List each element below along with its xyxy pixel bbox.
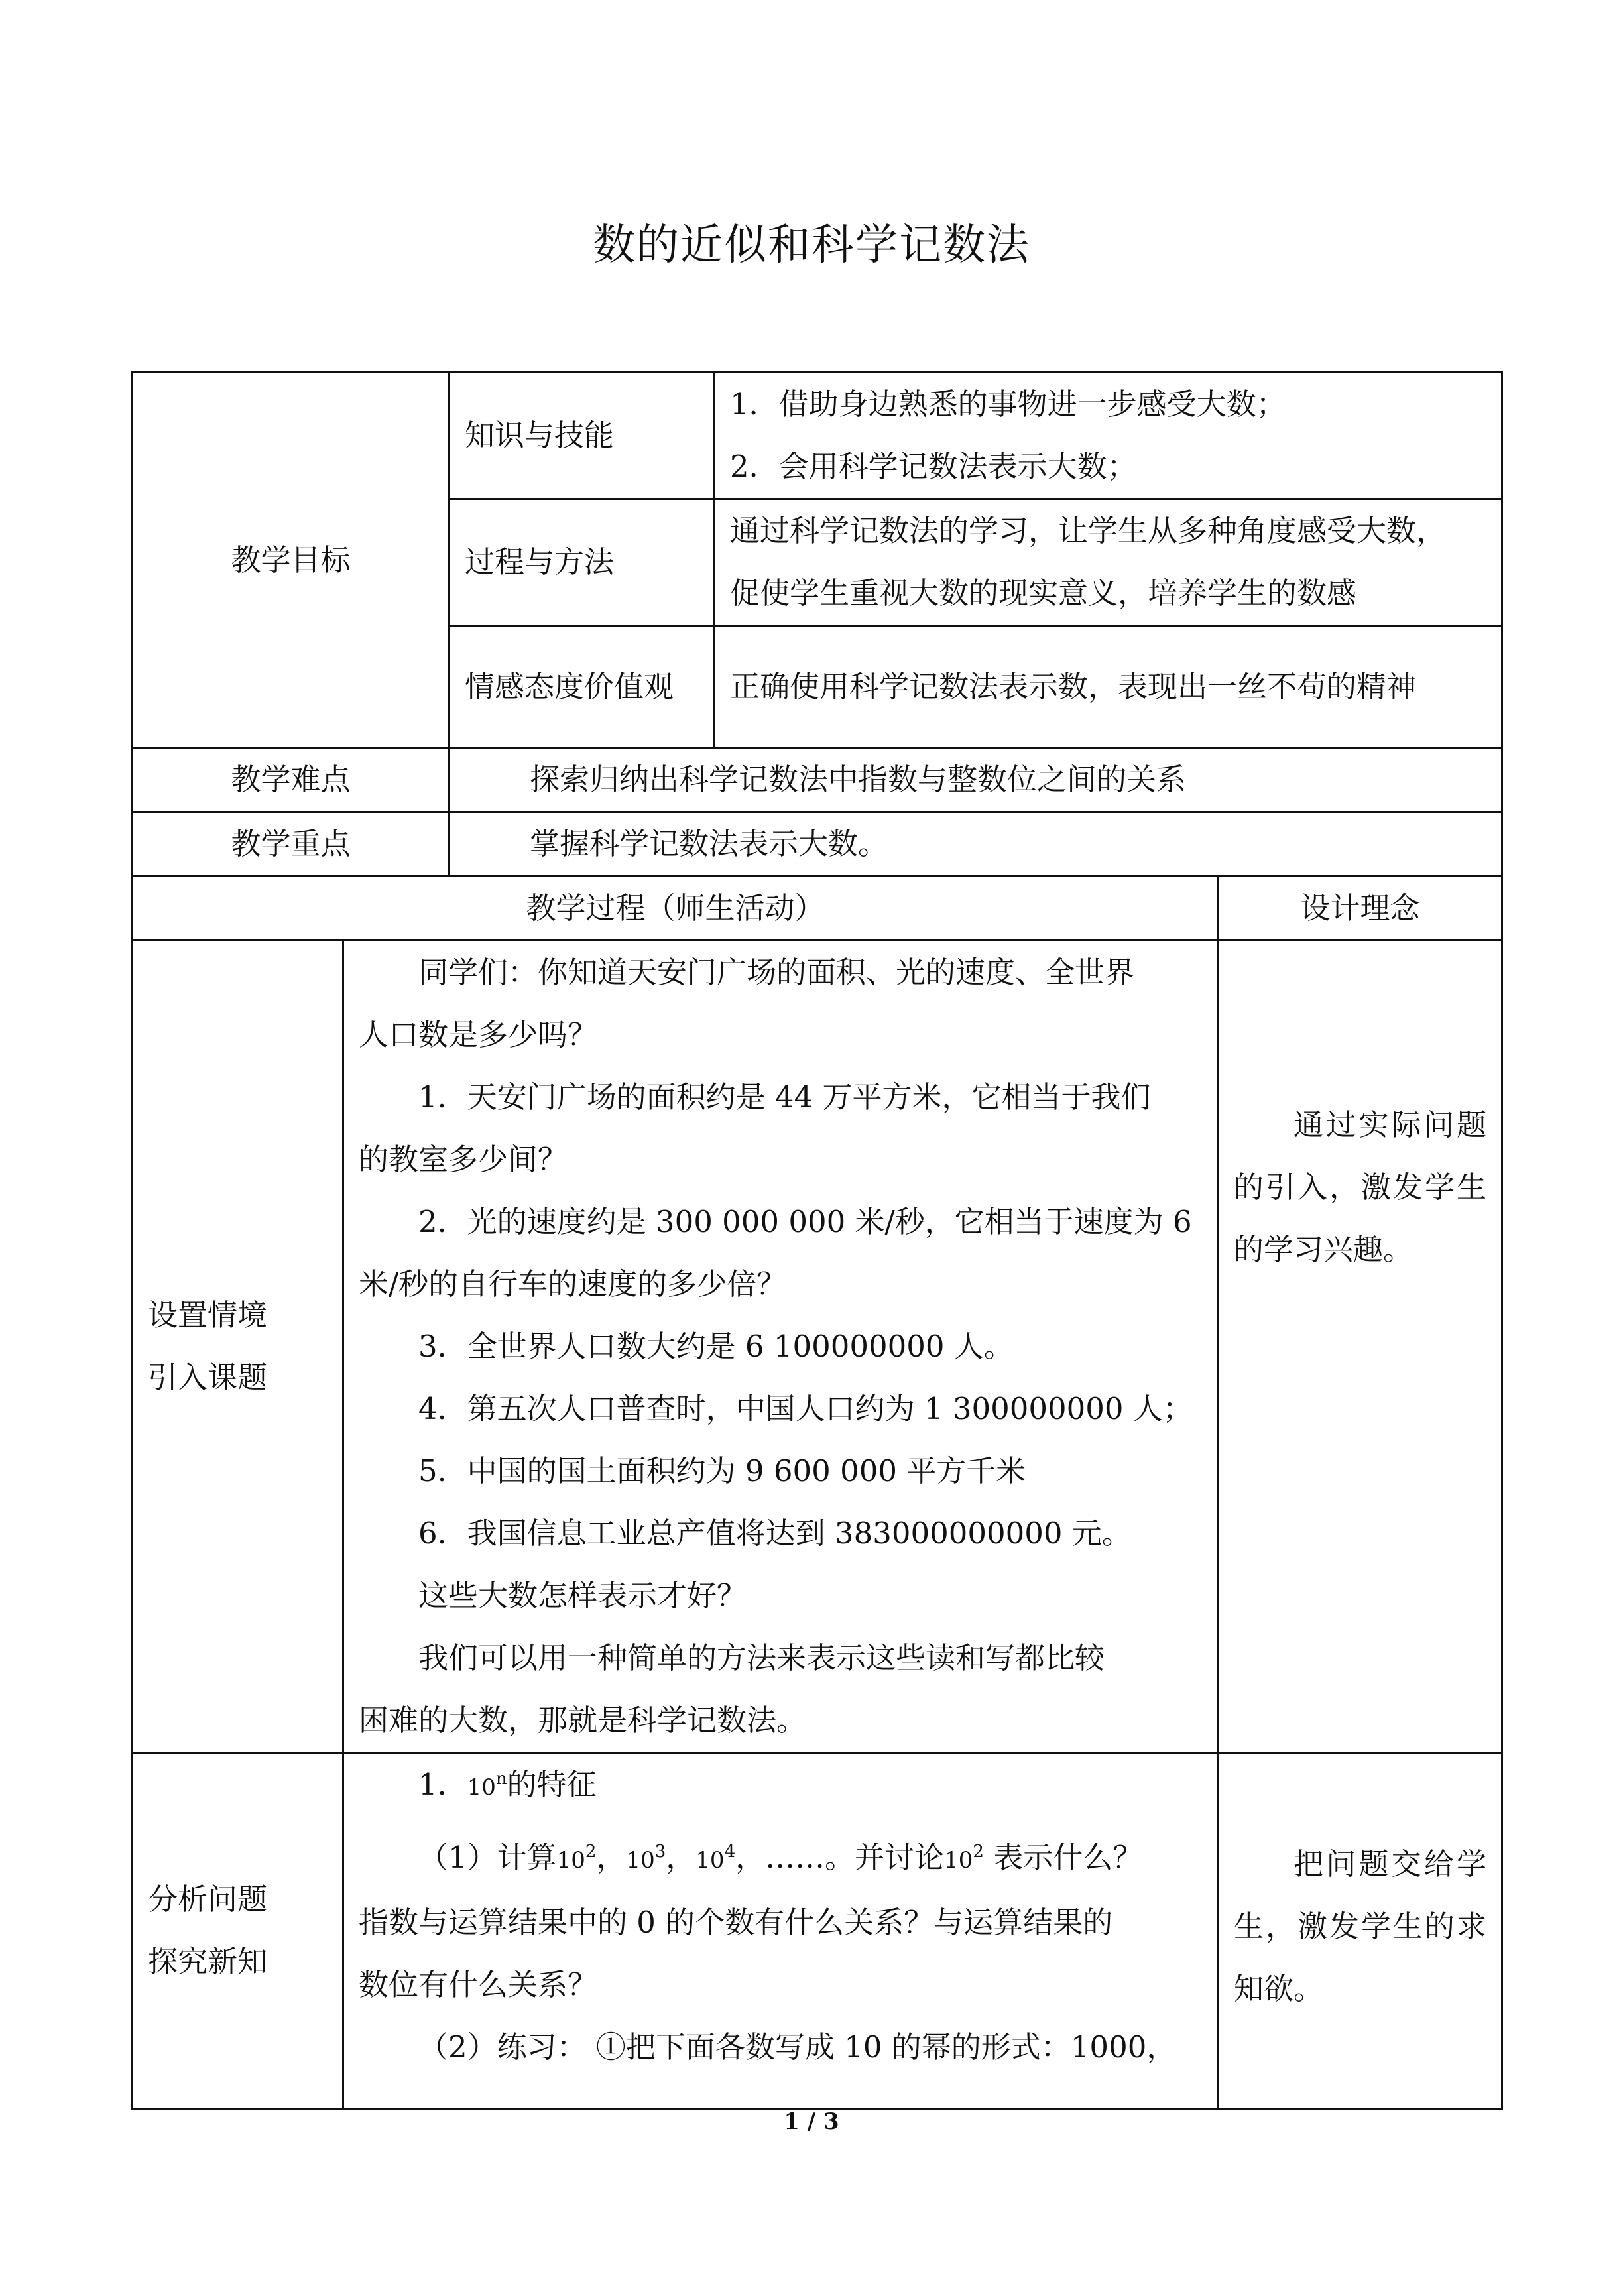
heading-exp: n [495,1769,507,1789]
section1-line: 困难的大数，那就是科学记数法。 [359,1703,807,1738]
objectives-label: 教学目标 [133,373,450,748]
difficulty-text: 探索归纳出科学记数法中指数与整数位之间的关系 [450,748,1502,812]
keypoint-label: 教学重点 [133,812,450,876]
comma: ， [666,1840,696,1875]
section2-calc [359,1827,1203,1892]
section1-line: 1．天安门广场的面积约是 44 万平方米，它相当于我们 [418,1079,1151,1115]
section1-line: 6．我国信息工业总产值将达到 383000000000 元。 [418,1516,1132,1551]
section1-line: 米/秒的自行车的速度的多少倍？ [359,1266,787,1301]
calc-prefix: （1）计算 [418,1840,557,1875]
section2-heading [359,1754,1203,1819]
section1-line: 人口数是多少吗？ [359,1017,598,1052]
section2-label-line: 分析问题 [148,1882,268,1917]
process-text [715,499,1502,626]
section1-label-line: 设置情境 [148,1298,268,1333]
section1-line: 的教室多少间？ [359,1142,568,1177]
section1-line: 同学们：你知道天安门广场的面积、光的速度、全世界 [418,955,1135,990]
section1-line: 5．中国的国土面积约为 9 600 000 平方千米 [418,1453,1026,1488]
knowledge-label: 知识与技能 [450,373,715,499]
calc-suffix: ，……。并讨论 [735,1840,945,1875]
section1-body [343,941,1219,1753]
section2-label-line: 探究新知 [148,1944,268,1979]
section2-body [343,1753,1219,2109]
lesson-plan-table [131,371,1503,2110]
process-label: 过程与方法 [450,499,715,626]
emotion-label: 情感态度价值观 [450,626,715,748]
keypoint-text: 掌握科学记数法表示大数。 [450,812,1502,876]
section1-line: 4．第五次人口普查时，中国人口约为 1 300000000 人； [418,1391,1193,1426]
ten-base: 10 [626,1847,655,1874]
section2-line: 指数与运算结果中的 0 的个数有什么关系？与运算结果的 [359,1905,1113,1940]
process-text-line: 通过科学记数法的学习，让学生从多种角度感受大数， [730,513,1447,548]
exp: 2 [973,1842,984,1862]
section1-line: 这些大数怎样表示才好？ [418,1578,747,1613]
exp: 3 [654,1842,666,1862]
section1-line: 我们可以用一种简单的方法来表示这些读和写都比较 [418,1640,1105,1675]
section2-design: 把问题交给学生，激发学生的求知欲。 [1219,1753,1502,2109]
knowledge-item: 1．借助身边熟悉的事物进一步感受大数； [730,387,1286,422]
calc-end: 表示什么？ [983,1840,1143,1875]
comma: ， [596,1840,627,1875]
knowledge-item: 2．会用科学记数法表示大数； [730,449,1137,484]
emotion-text: 正确使用科学记数法表示数，表现出一丝不苟的精神 [715,626,1502,748]
section1-label [133,941,343,1753]
section2-line: （2）练习： ①把下面各数写成 10 的幂的形式：1000， [418,2029,1177,2065]
section1-label-line: 引入课题 [148,1360,268,1395]
page-number: 1 / 3 [784,2108,839,2135]
section2-line: 数位有什么关系？ [359,1967,598,2002]
exp: 2 [585,1842,597,1862]
heading-base: 10 [467,1774,496,1801]
section2-label [133,1753,343,2109]
process-text-line: 促使学生重视大数的现实意义，培养学生的数感 [730,575,1357,611]
exp: 4 [724,1842,736,1862]
section1-line: 3．全世界人口数大约是 6 100000000 人。 [418,1329,1014,1364]
section1-line: 2．光的速度约是 300 000 000 米/秒，它相当于速度为 6 [418,1204,1192,1239]
ten-base: 10 [944,1847,973,1874]
knowledge-text [715,373,1502,499]
ten-base: 10 [556,1847,585,1874]
ten-base: 10 [695,1847,725,1874]
section1-design: 通过实际问题的引入，激发学生的学习兴趣。 [1219,941,1502,1753]
design-header: 设计理念 [1219,876,1502,941]
heading-suffix: 的特征 [507,1767,597,1802]
page-title: 数的近似和科学记数法 [593,221,1030,270]
process-header: 教学过程（师生活动） [133,876,1219,941]
difficulty-label: 教学难点 [133,748,450,812]
heading-prefix: 1． [418,1767,467,1802]
